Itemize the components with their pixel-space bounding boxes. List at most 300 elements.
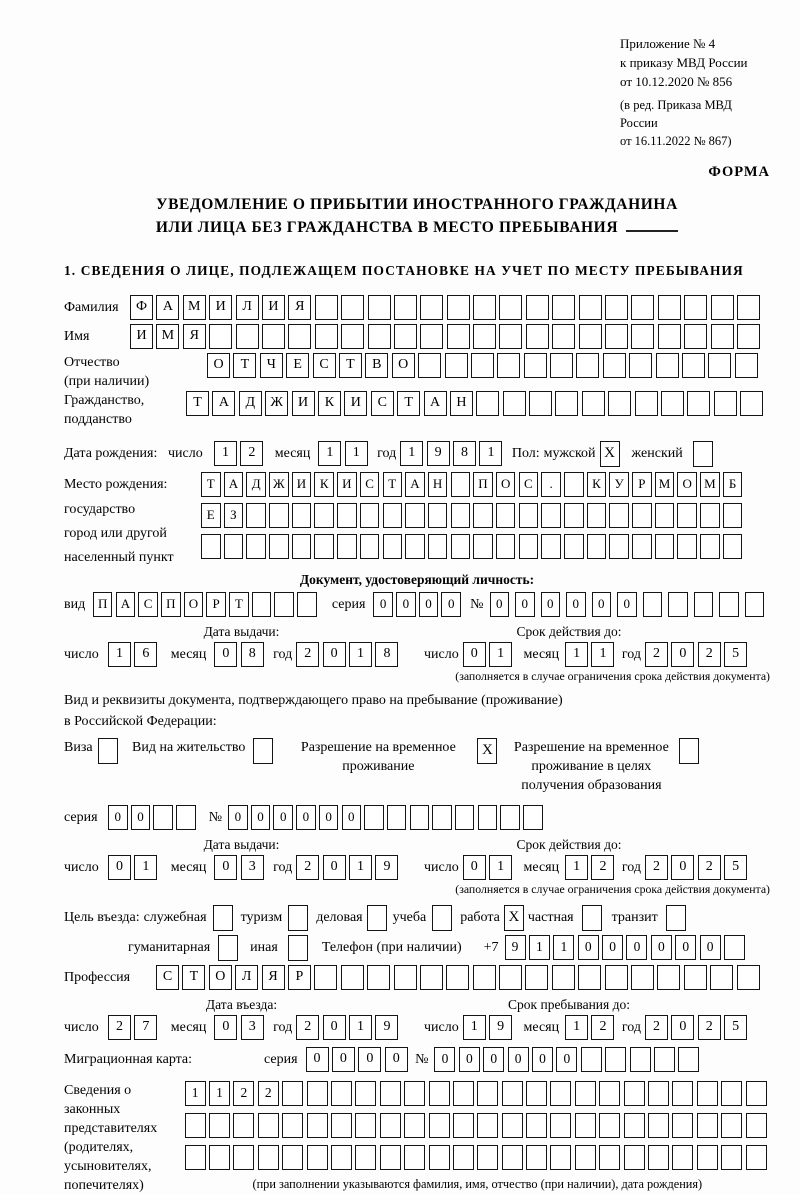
form-cell[interactable]: [236, 324, 259, 349]
form-cell[interactable]: Ж: [269, 472, 289, 497]
form-cell[interactable]: [654, 1047, 675, 1072]
form-cell[interactable]: 5: [724, 1015, 747, 1040]
purpose-other-checkbox[interactable]: [288, 935, 308, 961]
form-cell[interactable]: 2: [296, 855, 319, 880]
form-cell[interactable]: [711, 324, 734, 349]
form-cell[interactable]: 0: [108, 855, 131, 880]
form-cell[interactable]: .: [541, 472, 561, 497]
form-cell[interactable]: [555, 391, 578, 416]
form-cell[interactable]: [605, 295, 628, 320]
form-cell[interactable]: [631, 295, 654, 320]
form-cell[interactable]: [282, 1145, 303, 1170]
form-cell[interactable]: [499, 295, 522, 320]
form-cell[interactable]: [383, 534, 403, 559]
form-cell[interactable]: [605, 965, 628, 990]
form-cell[interactable]: И: [262, 295, 285, 320]
form-cell[interactable]: [446, 965, 469, 990]
form-cell[interactable]: [526, 1113, 547, 1138]
form-cell[interactable]: [314, 503, 334, 528]
form-cell[interactable]: [292, 534, 312, 559]
form-cell[interactable]: Т: [229, 592, 249, 617]
form-cell[interactable]: Е: [286, 353, 309, 378]
form-cell[interactable]: [307, 1081, 328, 1106]
form-cell[interactable]: 2: [296, 1015, 319, 1040]
form-cell[interactable]: [526, 1081, 547, 1106]
form-cell[interactable]: 0: [214, 1015, 237, 1040]
form-cell[interactable]: [429, 1081, 450, 1106]
form-cell[interactable]: 5: [724, 855, 747, 880]
form-cell[interactable]: [380, 1081, 401, 1106]
form-cell[interactable]: [355, 1113, 376, 1138]
form-cell[interactable]: [575, 1081, 596, 1106]
form-cell[interactable]: [420, 295, 443, 320]
form-cell[interactable]: О: [496, 472, 516, 497]
form-cell[interactable]: С: [371, 391, 394, 416]
form-cell[interactable]: [429, 1113, 450, 1138]
form-cell[interactable]: 0: [592, 592, 612, 617]
form-cell[interactable]: [682, 353, 705, 378]
temp-residence-edu-checkbox[interactable]: [679, 738, 699, 764]
form-cell[interactable]: [451, 534, 471, 559]
form-cell[interactable]: [209, 1113, 230, 1138]
temp-residence-checkbox[interactable]: X: [477, 738, 497, 764]
sex-female-checkbox[interactable]: [693, 441, 713, 467]
form-cell[interactable]: [502, 1145, 523, 1170]
form-cell[interactable]: 0: [373, 592, 393, 617]
form-cell[interactable]: [258, 1113, 279, 1138]
form-cell[interactable]: 1: [349, 642, 372, 667]
form-cell[interactable]: [677, 534, 697, 559]
form-cell[interactable]: [579, 324, 602, 349]
form-cell[interactable]: [746, 1145, 767, 1170]
sex-male-checkbox[interactable]: X: [600, 441, 620, 467]
form-cell[interactable]: М: [156, 324, 179, 349]
form-cell[interactable]: 0: [342, 805, 362, 830]
form-cell[interactable]: [668, 592, 688, 617]
form-cell[interactable]: [643, 592, 663, 617]
form-cell[interactable]: [497, 353, 520, 378]
form-cell[interactable]: 0: [385, 1047, 408, 1072]
form-cell[interactable]: 1: [345, 441, 368, 466]
form-cell[interactable]: [258, 1145, 279, 1170]
form-cell[interactable]: [453, 1145, 474, 1170]
form-cell[interactable]: [502, 1113, 523, 1138]
form-cell[interactable]: [394, 295, 417, 320]
form-cell[interactable]: 0: [671, 642, 694, 667]
form-cell[interactable]: [314, 965, 337, 990]
form-cell[interactable]: [550, 1113, 571, 1138]
form-cell[interactable]: Н: [450, 391, 473, 416]
form-cell[interactable]: 1: [565, 642, 588, 667]
form-cell[interactable]: [723, 534, 743, 559]
form-cell[interactable]: [432, 805, 452, 830]
form-cell[interactable]: [745, 592, 765, 617]
form-cell[interactable]: [471, 353, 494, 378]
form-cell[interactable]: [445, 353, 468, 378]
form-cell[interactable]: [624, 1113, 645, 1138]
form-cell[interactable]: С: [360, 472, 380, 497]
form-cell[interactable]: 6: [134, 642, 157, 667]
form-cell[interactable]: [605, 1047, 626, 1072]
form-cell[interactable]: [541, 503, 561, 528]
form-cell[interactable]: [499, 324, 522, 349]
form-cell[interactable]: [648, 1081, 669, 1106]
form-cell[interactable]: К: [587, 472, 607, 497]
form-cell[interactable]: [418, 353, 441, 378]
form-cell[interactable]: [631, 965, 654, 990]
form-cell[interactable]: [455, 805, 475, 830]
form-cell[interactable]: 0: [508, 1047, 529, 1072]
form-cell[interactable]: С: [313, 353, 336, 378]
form-cell[interactable]: [609, 534, 629, 559]
form-cell[interactable]: [315, 324, 338, 349]
form-cell[interactable]: [624, 1145, 645, 1170]
form-cell[interactable]: [684, 965, 707, 990]
form-cell[interactable]: О: [392, 353, 415, 378]
form-cell[interactable]: [672, 1145, 693, 1170]
form-cell[interactable]: [478, 805, 498, 830]
residence-permit-checkbox[interactable]: [253, 738, 273, 764]
form-cell[interactable]: М: [183, 295, 206, 320]
form-cell[interactable]: [355, 1145, 376, 1170]
form-cell[interactable]: [307, 1145, 328, 1170]
form-cell[interactable]: С: [138, 592, 158, 617]
form-cell[interactable]: [367, 965, 390, 990]
form-cell[interactable]: 0: [131, 805, 151, 830]
form-cell[interactable]: 1: [108, 642, 131, 667]
form-cell[interactable]: [274, 592, 294, 617]
form-cell[interactable]: [624, 1081, 645, 1106]
form-cell[interactable]: [453, 1113, 474, 1138]
form-cell[interactable]: И: [209, 295, 232, 320]
form-cell[interactable]: [677, 503, 697, 528]
purpose-official-checkbox[interactable]: [213, 905, 233, 931]
form-cell[interactable]: [657, 965, 680, 990]
form-cell[interactable]: [630, 1047, 651, 1072]
form-cell[interactable]: [503, 391, 526, 416]
form-cell[interactable]: [502, 1081, 523, 1106]
form-cell[interactable]: [552, 295, 575, 320]
purpose-study-checkbox[interactable]: [432, 905, 452, 931]
form-cell[interactable]: [658, 295, 681, 320]
form-cell[interactable]: [355, 1081, 376, 1106]
form-cell[interactable]: [496, 534, 516, 559]
form-cell[interactable]: [473, 295, 496, 320]
form-cell[interactable]: [477, 1145, 498, 1170]
form-cell[interactable]: 2: [591, 1015, 614, 1040]
form-cell[interactable]: [209, 324, 232, 349]
form-cell[interactable]: Л: [236, 295, 259, 320]
purpose-private-checkbox[interactable]: [582, 905, 602, 931]
form-cell[interactable]: [579, 295, 602, 320]
form-cell[interactable]: Т: [397, 391, 420, 416]
form-cell[interactable]: [661, 391, 684, 416]
form-cell[interactable]: 1: [591, 642, 614, 667]
form-cell[interactable]: 1: [529, 935, 550, 960]
form-cell[interactable]: [648, 1113, 669, 1138]
form-cell[interactable]: 0: [214, 642, 237, 667]
form-cell[interactable]: И: [337, 472, 357, 497]
form-cell[interactable]: 0: [434, 1047, 455, 1072]
form-cell[interactable]: [473, 965, 496, 990]
form-cell[interactable]: О: [207, 353, 230, 378]
form-cell[interactable]: [519, 534, 539, 559]
form-cell[interactable]: Б: [723, 472, 743, 497]
form-cell[interactable]: [447, 295, 470, 320]
form-cell[interactable]: 0: [671, 855, 694, 880]
form-cell[interactable]: Т: [186, 391, 209, 416]
form-cell[interactable]: Ж: [265, 391, 288, 416]
form-cell[interactable]: [307, 1113, 328, 1138]
form-cell[interactable]: [714, 391, 737, 416]
form-cell[interactable]: [737, 965, 760, 990]
purpose-humanitarian-checkbox[interactable]: [218, 935, 238, 961]
form-cell[interactable]: 1: [400, 441, 423, 466]
form-cell[interactable]: 0: [671, 1015, 694, 1040]
form-cell[interactable]: И: [130, 324, 153, 349]
form-cell[interactable]: [631, 324, 654, 349]
form-cell[interactable]: 1: [565, 855, 588, 880]
form-cell[interactable]: [500, 805, 520, 830]
form-cell[interactable]: [523, 805, 543, 830]
form-cell[interactable]: [723, 503, 743, 528]
form-cell[interactable]: [605, 324, 628, 349]
form-cell[interactable]: 0: [323, 642, 346, 667]
form-cell[interactable]: С: [519, 472, 539, 497]
form-cell[interactable]: 1: [463, 1015, 486, 1040]
form-cell[interactable]: [364, 805, 384, 830]
form-cell[interactable]: [477, 1081, 498, 1106]
form-cell[interactable]: [185, 1145, 206, 1170]
form-cell[interactable]: [331, 1081, 352, 1106]
form-cell[interactable]: Е: [201, 503, 221, 528]
form-cell[interactable]: 0: [651, 935, 672, 960]
form-cell[interactable]: 0: [396, 592, 416, 617]
form-cell[interactable]: 1: [214, 441, 237, 466]
form-cell[interactable]: 1: [489, 855, 512, 880]
form-cell[interactable]: [587, 503, 607, 528]
form-cell[interactable]: [453, 1081, 474, 1106]
form-cell[interactable]: [341, 324, 364, 349]
form-cell[interactable]: [684, 324, 707, 349]
form-cell[interactable]: Ч: [260, 353, 283, 378]
form-cell[interactable]: [331, 1145, 352, 1170]
form-cell[interactable]: 9: [505, 935, 526, 960]
form-cell[interactable]: [721, 1113, 742, 1138]
form-cell[interactable]: [368, 295, 391, 320]
form-cell[interactable]: И: [292, 391, 315, 416]
form-cell[interactable]: 0: [214, 855, 237, 880]
form-cell[interactable]: 9: [375, 855, 398, 880]
form-cell[interactable]: А: [116, 592, 136, 617]
form-cell[interactable]: 1: [134, 855, 157, 880]
form-cell[interactable]: 5: [724, 642, 747, 667]
form-cell[interactable]: 1: [349, 855, 372, 880]
form-cell[interactable]: 2: [240, 441, 263, 466]
form-cell[interactable]: [550, 1081, 571, 1106]
form-cell[interactable]: 9: [489, 1015, 512, 1040]
form-cell[interactable]: [632, 534, 652, 559]
form-cell[interactable]: [337, 503, 357, 528]
form-cell[interactable]: З: [224, 503, 244, 528]
form-cell[interactable]: 0: [700, 935, 721, 960]
form-cell[interactable]: [708, 353, 731, 378]
form-cell[interactable]: [526, 1145, 547, 1170]
form-cell[interactable]: [697, 1081, 718, 1106]
form-cell[interactable]: [526, 295, 549, 320]
form-cell[interactable]: [297, 592, 317, 617]
form-cell[interactable]: [420, 965, 443, 990]
form-cell[interactable]: [341, 295, 364, 320]
form-cell[interactable]: [526, 324, 549, 349]
form-cell[interactable]: [404, 1113, 425, 1138]
form-cell[interactable]: 1: [565, 1015, 588, 1040]
form-cell[interactable]: [360, 503, 380, 528]
form-cell[interactable]: [564, 534, 584, 559]
form-cell[interactable]: 0: [108, 805, 128, 830]
form-cell[interactable]: [724, 935, 745, 960]
form-cell[interactable]: [360, 534, 380, 559]
form-cell[interactable]: 3: [241, 855, 264, 880]
form-cell[interactable]: [209, 1145, 230, 1170]
form-cell[interactable]: А: [224, 472, 244, 497]
form-cell[interactable]: 0: [617, 592, 637, 617]
form-cell[interactable]: [575, 1113, 596, 1138]
form-cell[interactable]: [564, 503, 584, 528]
form-cell[interactable]: [153, 805, 173, 830]
form-cell[interactable]: 0: [273, 805, 293, 830]
form-cell[interactable]: 0: [490, 592, 510, 617]
form-cell[interactable]: 0: [463, 642, 486, 667]
form-cell[interactable]: 9: [375, 1015, 398, 1040]
form-cell[interactable]: Т: [233, 353, 256, 378]
form-cell[interactable]: 0: [556, 1047, 577, 1072]
form-cell[interactable]: [405, 534, 425, 559]
form-cell[interactable]: [404, 1145, 425, 1170]
form-cell[interactable]: [550, 1145, 571, 1170]
form-cell[interactable]: [224, 534, 244, 559]
form-cell[interactable]: Т: [201, 472, 221, 497]
form-cell[interactable]: [246, 534, 266, 559]
form-cell[interactable]: А: [405, 472, 425, 497]
form-cell[interactable]: [252, 592, 272, 617]
form-cell[interactable]: [700, 534, 720, 559]
form-cell[interactable]: [394, 965, 417, 990]
form-cell[interactable]: [473, 324, 496, 349]
form-cell[interactable]: [564, 472, 584, 497]
form-cell[interactable]: 0: [626, 935, 647, 960]
form-cell[interactable]: [233, 1113, 254, 1138]
form-cell[interactable]: [524, 353, 547, 378]
form-cell[interactable]: 8: [241, 642, 264, 667]
form-cell[interactable]: [658, 324, 681, 349]
form-cell[interactable]: [697, 1145, 718, 1170]
form-cell[interactable]: О: [184, 592, 204, 617]
form-cell[interactable]: [496, 503, 516, 528]
form-cell[interactable]: [694, 592, 714, 617]
form-cell[interactable]: Р: [632, 472, 652, 497]
form-cell[interactable]: [629, 353, 652, 378]
form-cell[interactable]: [735, 353, 758, 378]
form-cell[interactable]: А: [156, 295, 179, 320]
form-cell[interactable]: [451, 503, 471, 528]
form-cell[interactable]: [476, 391, 499, 416]
form-cell[interactable]: [410, 805, 430, 830]
form-cell[interactable]: 0: [319, 805, 339, 830]
form-cell[interactable]: П: [473, 472, 493, 497]
form-cell[interactable]: 0: [441, 592, 461, 617]
form-cell[interactable]: [655, 503, 675, 528]
form-cell[interactable]: О: [677, 472, 697, 497]
form-cell[interactable]: [233, 1145, 254, 1170]
form-cell[interactable]: [315, 295, 338, 320]
form-cell[interactable]: [477, 1113, 498, 1138]
form-cell[interactable]: 2: [645, 1015, 668, 1040]
form-cell[interactable]: 1: [318, 441, 341, 466]
form-cell[interactable]: [380, 1145, 401, 1170]
form-cell[interactable]: [541, 534, 561, 559]
form-cell[interactable]: 8: [375, 642, 398, 667]
form-cell[interactable]: [578, 965, 601, 990]
form-cell[interactable]: [262, 324, 285, 349]
form-cell[interactable]: [525, 965, 548, 990]
form-cell[interactable]: 2: [698, 1015, 721, 1040]
form-cell[interactable]: [684, 295, 707, 320]
form-cell[interactable]: 1: [479, 441, 502, 466]
form-cell[interactable]: 9: [427, 441, 450, 466]
form-cell[interactable]: [746, 1081, 767, 1106]
form-cell[interactable]: 2: [698, 642, 721, 667]
form-cell[interactable]: [499, 965, 522, 990]
form-cell[interactable]: 0: [323, 1015, 346, 1040]
form-cell[interactable]: [576, 353, 599, 378]
form-cell[interactable]: [687, 391, 710, 416]
form-cell[interactable]: [529, 391, 552, 416]
form-cell[interactable]: [331, 1113, 352, 1138]
form-cell[interactable]: [697, 1113, 718, 1138]
form-cell[interactable]: 0: [228, 805, 248, 830]
form-cell[interactable]: [737, 324, 760, 349]
form-cell[interactable]: [519, 503, 539, 528]
form-cell[interactable]: И: [292, 472, 312, 497]
form-cell[interactable]: Я: [183, 324, 206, 349]
form-cell[interactable]: И: [344, 391, 367, 416]
form-cell[interactable]: Ф: [130, 295, 153, 320]
form-cell[interactable]: 2: [591, 855, 614, 880]
form-cell[interactable]: 1: [349, 1015, 372, 1040]
form-cell[interactable]: 0: [419, 592, 439, 617]
form-cell[interactable]: [428, 534, 448, 559]
form-cell[interactable]: [648, 1145, 669, 1170]
form-cell[interactable]: [288, 324, 311, 349]
form-cell[interactable]: 0: [459, 1047, 480, 1072]
form-cell[interactable]: [721, 1081, 742, 1106]
form-cell[interactable]: [582, 391, 605, 416]
form-cell[interactable]: [552, 324, 575, 349]
form-cell[interactable]: Я: [288, 295, 311, 320]
form-cell[interactable]: 1: [185, 1081, 206, 1106]
form-cell[interactable]: 3: [241, 1015, 264, 1040]
form-cell[interactable]: 1: [209, 1081, 230, 1106]
purpose-transit-checkbox[interactable]: [666, 905, 686, 931]
form-cell[interactable]: [404, 1081, 425, 1106]
form-cell[interactable]: [176, 805, 196, 830]
form-cell[interactable]: 0: [483, 1047, 504, 1072]
form-cell[interactable]: 2: [645, 855, 668, 880]
purpose-work-checkbox[interactable]: X: [504, 905, 524, 931]
form-cell[interactable]: 0: [578, 935, 599, 960]
form-cell[interactable]: 0: [602, 935, 623, 960]
